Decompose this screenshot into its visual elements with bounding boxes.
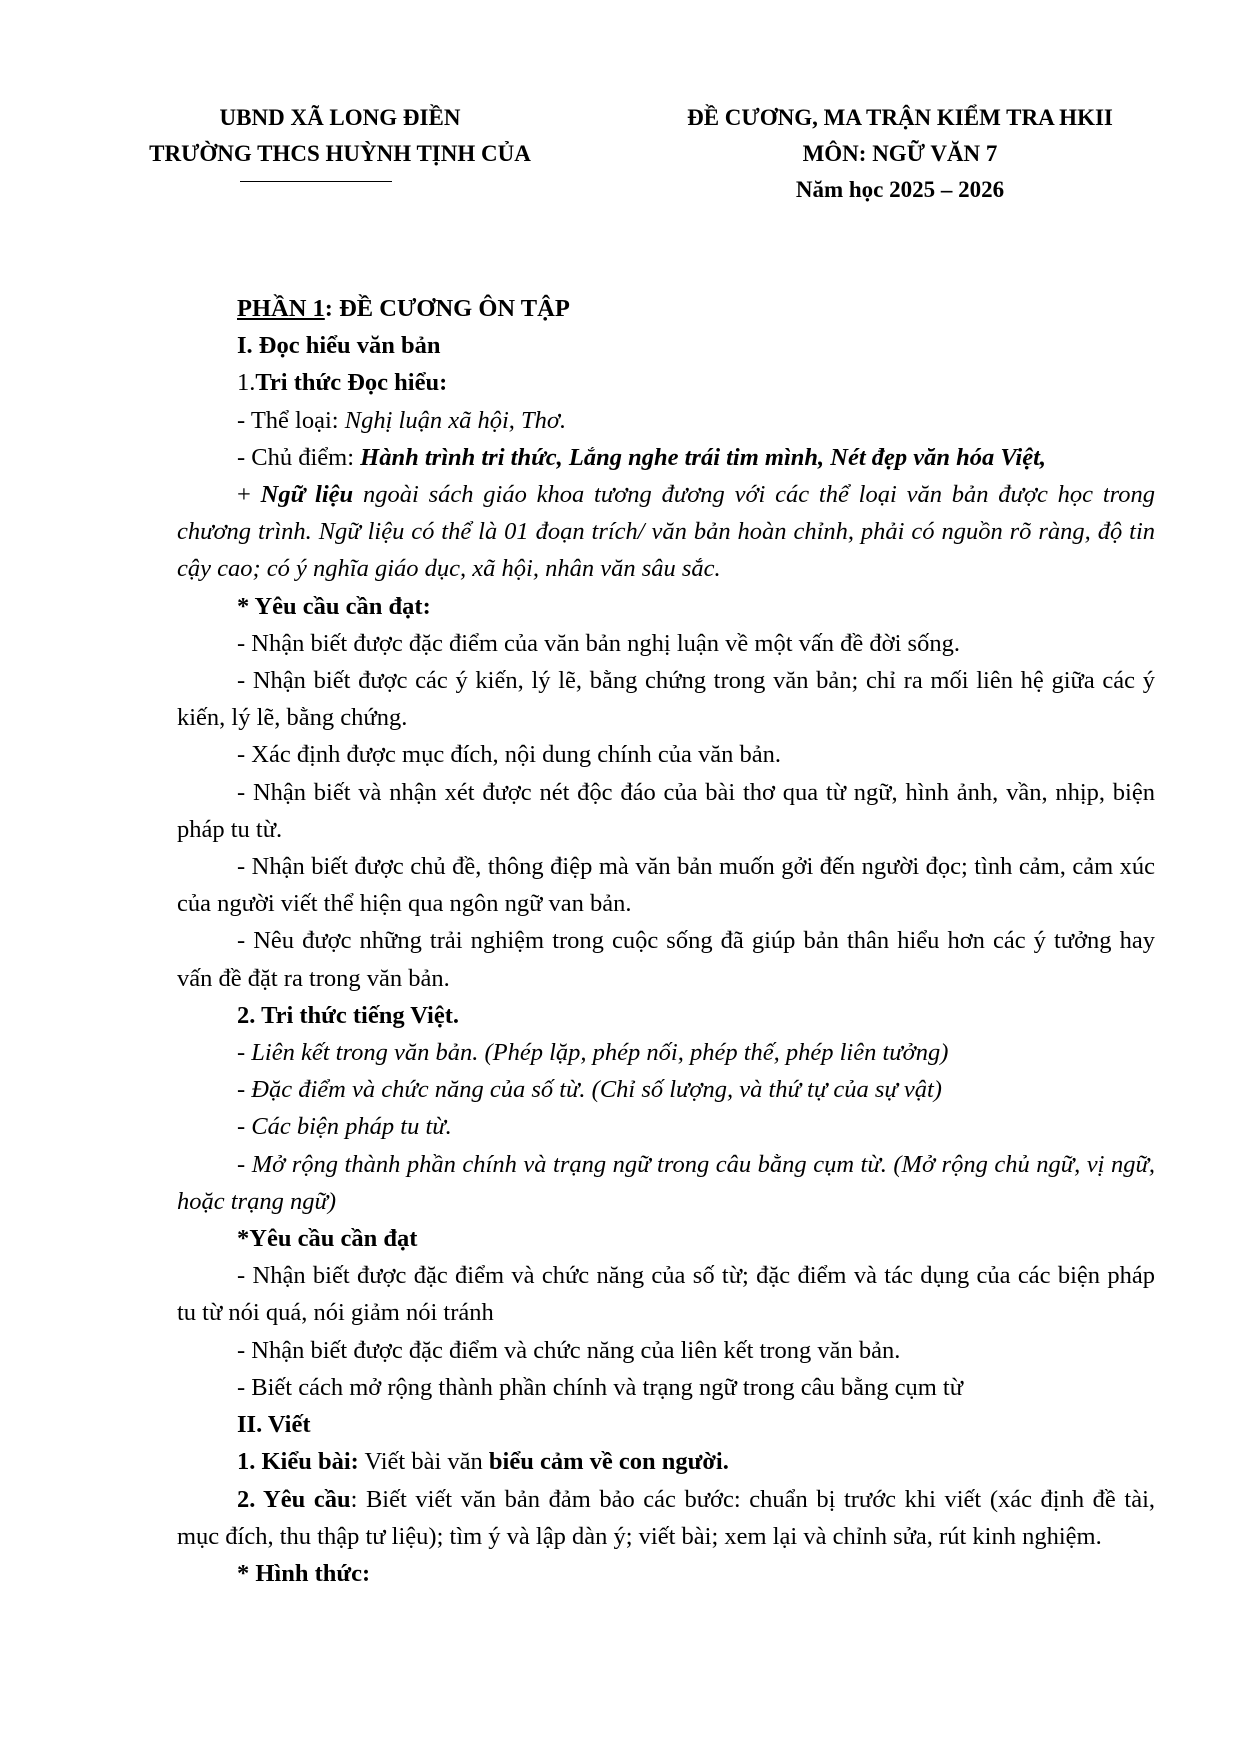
document-title: ĐỀ CƯƠNG, MA TRẬN KIỂM TRA HKII (687, 105, 1113, 130)
requirement-item: - Xác định được mục đích, nội dung chính của văn bản. (237, 741, 781, 769)
vietnamese-item: - Các biện pháp tu từ. (237, 1113, 452, 1141)
vietnamese-item: - Liên kết trong văn bản. (Phép lặp, phép nối, phép thế, phép liên tưởng) (237, 1039, 949, 1067)
subject-line: MÔN: NGỮ VĂN 7 (802, 141, 998, 166)
form-label: * Hình thức: (237, 1559, 371, 1587)
authority-name: UBND XÃ LONG ĐIỀN (219, 105, 461, 130)
material-paragraph: + Ngữ liệu ngoài sách giáo khoa tương đương với các thể loại văn bản được học trong chương trình. Ngữ liệu có thể là 01 đoạn trích/ văn bản hoàn chỉnh, phải có nguồn rõ ràng, độ tin cậy cao; có ý nghĩa giáo dục, xã hội, nhân văn sâu sắc. (177, 481, 1155, 583)
writing-requirements: 2. Yêu cầu: Biết viết văn bản đảm bảo các bước: chuẩn bị trước khi viết (xác định đề tài, mục đích, thu thập tư liệu); tìm ý và lập dàn ý; viết bài; xem lại và chỉnh sửa, rút kinh nghiệm. (177, 1485, 1155, 1550)
document-body (177, 290, 1155, 1592)
requirement2-item: - Nhận biết được đặc điểm và chức năng của liên kết trong văn bản. (237, 1336, 901, 1364)
requirements2-heading: *Yêu cầu cần đạt (237, 1225, 418, 1253)
subsection2-heading: 2. Tri thức tiếng Việt. (237, 1001, 460, 1029)
requirement-item: - Nhận biết được chủ đề, thông điệp mà văn bản muốn gởi đến người đọc; tình cảm, cảm xúc của người viết thể hiện qua ngôn ngữ van bản. (177, 853, 1155, 918)
school-name: TRƯỜNG THCS HUỲNH TỊNH CỦA (149, 141, 531, 166)
theme-line: - Chủ điểm: Hành trình tri thức, Lắng nghe trái tim mình, Nét đẹp văn hóa Việt, (237, 443, 1047, 471)
school-year: Năm học 2025 – 2026 (795, 177, 1005, 202)
school-header (140, 100, 540, 172)
subsection1-heading: 1.Tri thức Đọc hiểu: (237, 369, 448, 397)
requirement-item: - Nhận biết được đặc điểm của văn bản nghị luận về một vấn đề đời sống. (237, 629, 960, 657)
essay-type-line: 1. Kiểu bài: Viết bài văn biểu cảm về con người. (237, 1448, 729, 1476)
section2-heading: II. Viết (237, 1411, 311, 1439)
section1-heading: I. Đọc hiểu văn bản (237, 332, 441, 360)
vietnamese-item: - Đặc điểm và chức năng của số từ. (Chỉ số lượng, và thứ tự của sự vật) (237, 1076, 942, 1104)
requirement-item: - Nhận biết và nhận xét được nét độc đáo của bài thơ qua từ ngữ, hình ảnh, vần, nhịp, biện pháp tu từ. (177, 778, 1155, 843)
requirement-item: - Nêu được những trải nghiệm trong cuộc sống đã giúp bản thân hiểu hơn các ý tưởng hay vấn đề đặt ra trong văn bản. (177, 927, 1155, 992)
part1-title: PHẦN 1: ĐỀ CƯƠNG ÔN TẬP (237, 295, 570, 322)
requirement2-item: - Nhận biết được đặc điểm và chức năng của số từ; đặc điểm và tác dụng của các biện pháp tu từ nói quá, nói giảm nói tránh (177, 1262, 1155, 1327)
vietnamese-item: - Mở rộng thành phần chính và trạng ngữ trong câu bằng cụm từ. (Mở rộng chủ ngữ, vị ngữ, hoặc trạng ngữ) (177, 1150, 1155, 1215)
requirement-item: - Nhận biết được các ý kiến, lý lẽ, bằng chứng trong văn bản; chỉ ra mối liên hệ giữa các ý kiến, lý lẽ, bằng chứng. (177, 667, 1155, 732)
requirements-heading: * Yêu cầu cần đạt: (237, 592, 431, 620)
header-rule (240, 181, 392, 182)
requirement2-item: - Biết cách mở rộng thành phần chính và trạng ngữ trong câu bằng cụm từ (237, 1373, 963, 1401)
genre-line: - Thể loại: Nghị luận xã hội, Thơ. (237, 406, 567, 434)
document-header (640, 100, 1160, 208)
